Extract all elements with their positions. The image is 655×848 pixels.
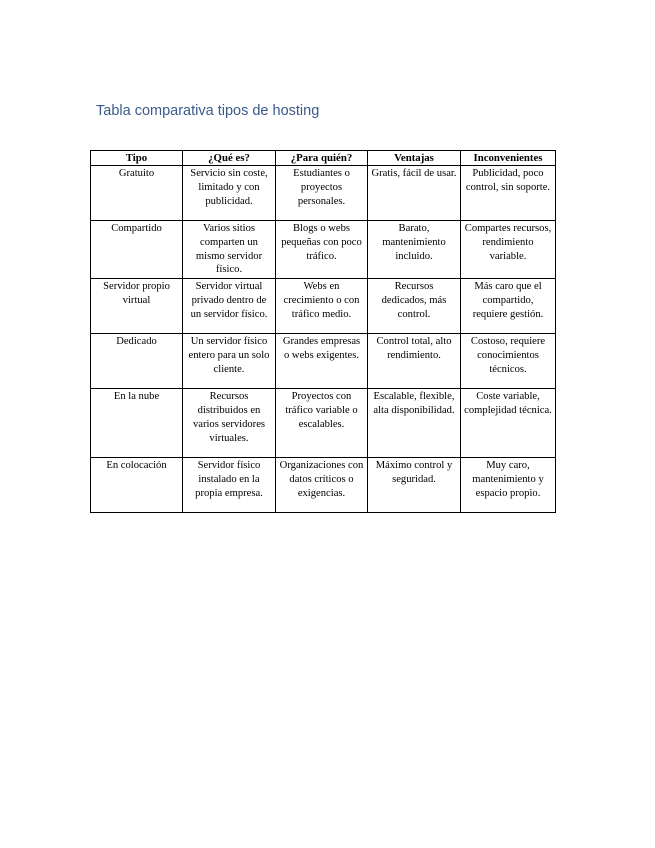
cell-para-quien: Grandes empresas o webs exigentes.: [276, 334, 368, 389]
cell-tipo: Dedicado: [91, 334, 183, 389]
hosting-comparison-table: [90, 150, 556, 513]
cell-para-quien: Estudiantes o proyectos personales.: [276, 166, 368, 221]
cell-tipo: Gratuito: [91, 166, 183, 221]
cell-para-quien: Webs en crecimiento o con tráfico medio.: [276, 279, 368, 334]
cell-ventajas: Recursos dedicados, más control.: [368, 279, 461, 334]
cell-que-es: Recursos distribuidos en varios servidores virtuales.: [183, 389, 276, 458]
table-row: [91, 279, 556, 334]
cell-inconvenientes: Publicidad, poco control, sin soporte.: [461, 166, 556, 221]
header-que-es: ¿Qué es?: [183, 151, 276, 166]
cell-inconvenientes: Muy caro, mantenimiento y espacio propio.: [461, 458, 556, 513]
cell-tipo: Servidor propio virtual: [91, 279, 183, 334]
table-row: [91, 166, 556, 221]
cell-inconvenientes: Costoso, requiere conocimientos técnicos.: [461, 334, 556, 389]
header-ventajas: Ventajas: [368, 151, 461, 166]
cell-que-es: Varios sitios comparten un mismo servidor físico.: [183, 221, 276, 279]
cell-que-es: Servicio sin coste, limitado y con publicidad.: [183, 166, 276, 221]
cell-ventajas: Barato, mantenimiento incluido.: [368, 221, 461, 279]
comparison-table-container: [90, 150, 555, 513]
cell-inconvenientes: Coste variable, complejidad técnica.: [461, 389, 556, 458]
header-inconvenientes: Inconvenientes: [461, 151, 556, 166]
cell-tipo: En la nube: [91, 389, 183, 458]
cell-ventajas: Escalable, flexible, alta disponibilidad.: [368, 389, 461, 458]
cell-inconvenientes: Más caro que el compartido, requiere gestión.: [461, 279, 556, 334]
header-tipo: Tipo: [91, 151, 183, 166]
cell-tipo: Compartido: [91, 221, 183, 279]
page-title: Tabla comparativa tipos de hosting: [96, 103, 320, 119]
cell-que-es: Servidor físico instalado en la propia empresa.: [183, 458, 276, 513]
cell-para-quien: Organizaciones con datos críticos o exigencias.: [276, 458, 368, 513]
cell-que-es: Servidor virtual privado dentro de un servidor físico.: [183, 279, 276, 334]
table-row: [91, 389, 556, 458]
table-row: [91, 458, 556, 513]
cell-para-quien: Proyectos con tráfico variable o escalables.: [276, 389, 368, 458]
table-row: [91, 221, 556, 279]
table-row: [91, 334, 556, 389]
cell-inconvenientes: Compartes recursos, rendimiento variable.: [461, 221, 556, 279]
cell-ventajas: Gratis, fácil de usar.: [368, 166, 461, 221]
cell-ventajas: Máximo control y seguridad.: [368, 458, 461, 513]
header-para-quien: ¿Para quién?: [276, 151, 368, 166]
cell-tipo: En colocación: [91, 458, 183, 513]
cell-para-quien: Blogs o webs pequeñas con poco tráfico.: [276, 221, 368, 279]
table-header-row: [91, 151, 556, 166]
cell-ventajas: Control total, alto rendimiento.: [368, 334, 461, 389]
cell-que-es: Un servidor físico entero para un solo cliente.: [183, 334, 276, 389]
